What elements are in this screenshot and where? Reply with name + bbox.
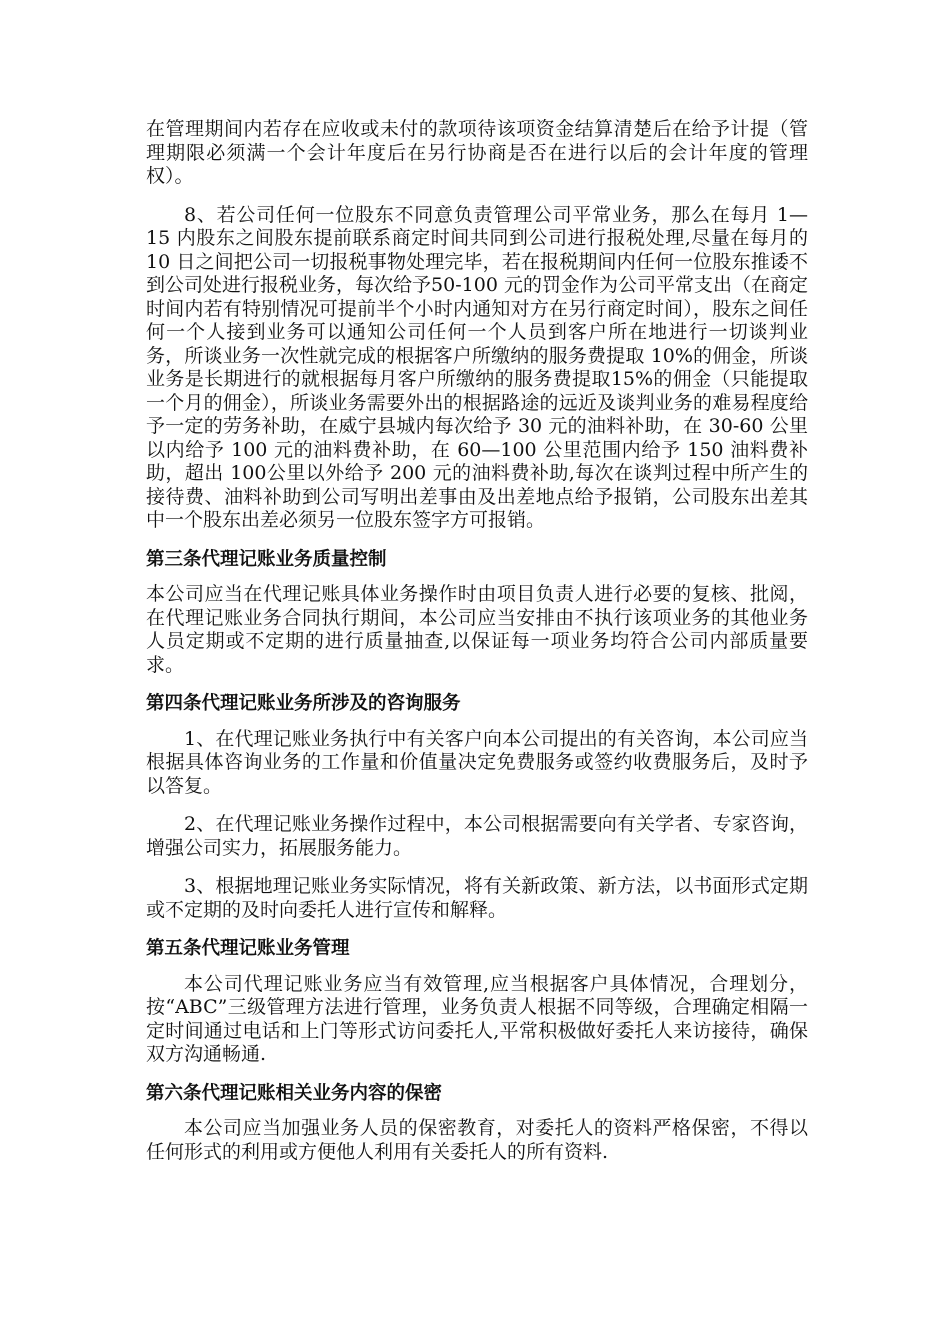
heading-article-5: 第五条代理记账业务管理 bbox=[146, 938, 350, 959]
paragraph-article-4-item-1: 1、在代理记账业务执行中有关客户向本公司提出的有关咨询，本公司应当根据具体咨询业务的工作量和价值量决定免费服务或签约收费服务后，及时予以答复。 bbox=[146, 727, 808, 797]
paragraph-carryover: 在管理期间内若存在应收或未付的款项待该项资金结算清楚后在给予计提（管理期限必须满一个会计年度后在另行协商是否在进行以后的会计年度的管理权）。 bbox=[146, 118, 808, 187]
heading-article-4: 第四条代理记账业务所涉及的咨询服务 bbox=[146, 693, 461, 714]
paragraph-article-3: 本公司应当在代理记账具体业务操作时由项目负责人进行必要的复核、批阅，在代理记账业务合同执行期间，本公司应当安排由不执行该项业务的其他业务人员定期或不定期的进行质量抽查,以保证每一项业务均符合公司内部质量要求。 bbox=[146, 583, 808, 676]
document-page bbox=[146, 118, 808, 1164]
paragraph-article-4-item-3: 3、根据地理记账业务实际情况，将有关新政策、新方法，以书面形式定期或不定期的及时向委托人进行宣传和解释。 bbox=[146, 875, 808, 921]
paragraph-article-5: 本公司代理记账业务应当有效管理,应当根据客户具体情况，合理划分，按“ABC”三级管理方法进行管理，业务负责人根据不同等级，合理确定相隔一定时间通过电话和上门等形式访问委托人,平常积极做好委托人来访接待，确保双方沟通畅通. bbox=[146, 972, 808, 1065]
heading-article-3: 第三条代理记账业务质量控制 bbox=[146, 548, 387, 570]
heading-article-6: 第六条代理记账相关业务内容的保密 bbox=[146, 1082, 443, 1104]
paragraph-article-4-item-2: 2、在代理记账业务操作过程中，本公司根据需要向有关学者、专家咨询，增强公司实力，拓展服务能力。 bbox=[146, 813, 808, 859]
paragraph-item-8: 8、若公司任何一位股东不同意负责管理公司平常业务，那么在每月 1—15 内股东之间股东提前联系商定时间共同到公司进行报税处理,尽量在每月的 10 日之间把公司一切报税事物处理完毕，若在报税期间内任何一位股东推诿不到公司处进行报税业务，每次给予50-100 元的罚金作为公司平常支出（在商定时间内若有特别情况可提前半个小时内通知对方在另行商定时间），股东之间任何一个人接到业务可以通知公司任何一个人员到客户所在地进行一切谈判业务，所谈业务一次性就完成的根据客户所缴纳的服务费提取 10%的佣金，所谈业务是长期进行的就根据每月客户所缴纳的服务费提取15%的佣金（只能提取一个月的佣金），所谈业务需要外出的根据路途的远近及谈判业务的难易程度给予一定的劳务补助，在威宁县城内每次给予 30 元的油料补助，在 30-60 公里以内给予 100 元的油料费补助，在 60—100 公里范围内给予 150 油料费补助，超出 100公里以外给予 200 元的油料费补助,每次在谈判过程中所产生的接待费、油料补助到公司写明出差事由及出差地点给予报销，公司股东出差其中一个股东出差必须另一位股东签字方可报销。 bbox=[146, 203, 808, 531]
paragraph-article-6: 本公司应当加强业务人员的保密教育，对委托人的资料严格保密，不得以任何形式的利用或方便他人利用有关委托人的所有资料. bbox=[146, 1117, 808, 1163]
